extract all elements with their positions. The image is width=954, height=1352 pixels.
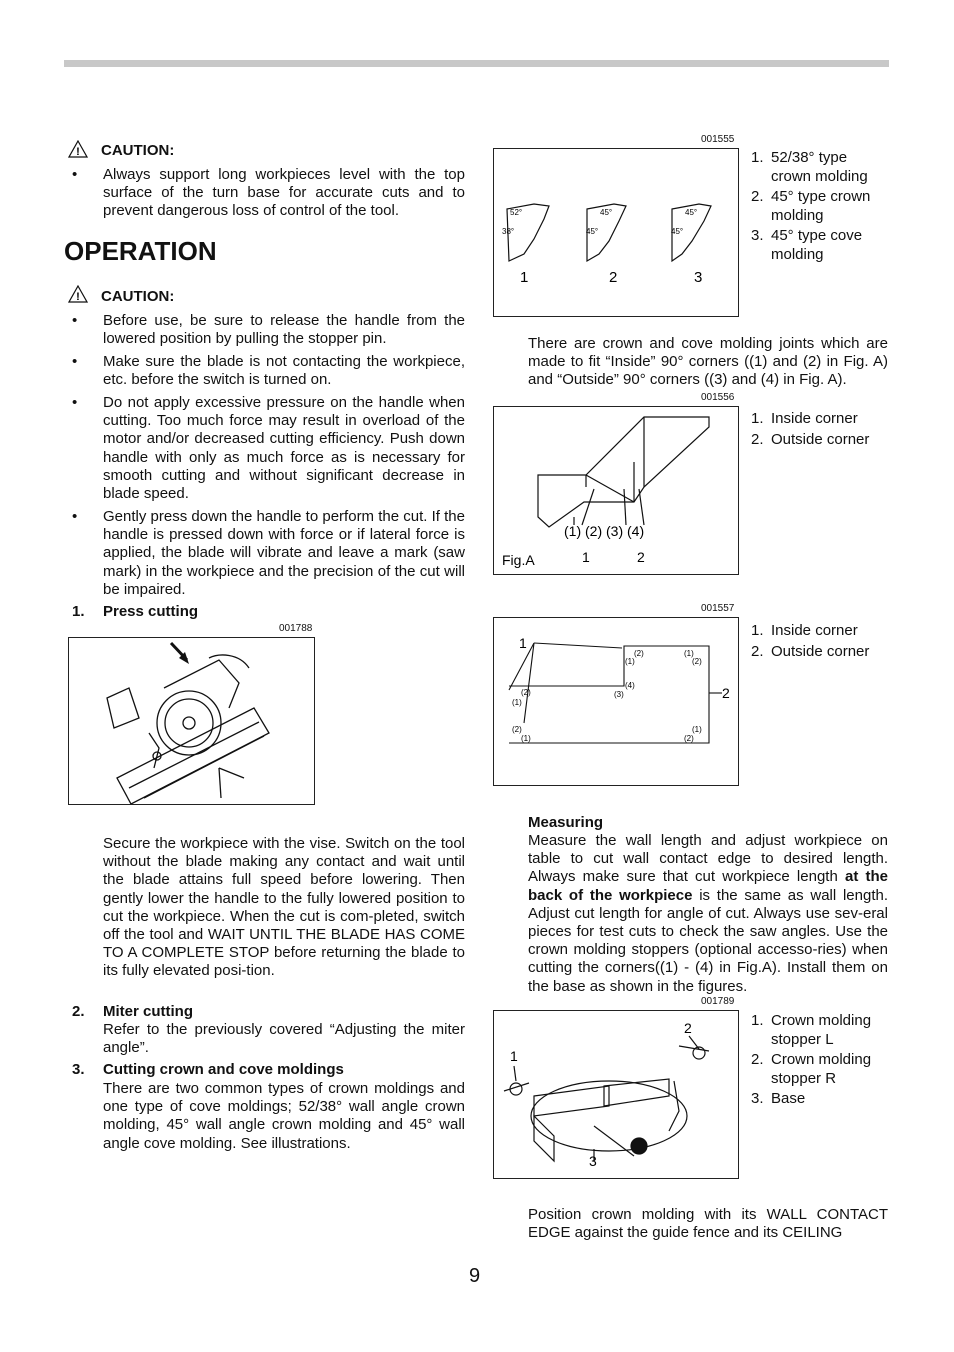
section-title: Press cutting — [103, 603, 199, 620]
bullet: • — [72, 508, 78, 525]
figure-legend — [751, 149, 881, 265]
svg-text:(1): (1) — [692, 725, 702, 734]
measuring-text-a: Measure the wall length and adjust workpiece on table to cut wall contact edge to desired length. Always make sure that cut workpiece length — [528, 832, 888, 886]
measuring-text — [528, 832, 888, 996]
header-rule — [64, 60, 889, 67]
figure-number: 2 — [637, 549, 645, 565]
legend-text: Crown molding stopper L — [771, 1012, 872, 1048]
legend-text: Crown molding stopper R — [771, 1051, 872, 1087]
press-cutting-figure — [68, 637, 315, 805]
legend-text: 45° type cove molding — [771, 227, 863, 263]
angle-label: 45° — [671, 227, 684, 236]
warning-icon — [68, 140, 88, 158]
legend-number: 3. — [751, 1090, 764, 1108]
caution-item: Before use, be sure to release the handle from the lowered position by pulling the stopper pin. — [103, 312, 465, 348]
legend-number: 1. — [751, 622, 764, 639]
miter-cutting-text: Refer to the previously covered “Adjusting the miter angle”. — [103, 1021, 465, 1057]
angle-label: 45° — [586, 227, 599, 236]
caution-label: CAUTION: — [101, 142, 175, 159]
svg-text:(1): (1) — [684, 649, 694, 658]
legend-number: 2. — [751, 642, 764, 660]
measuring-heading: Measuring — [528, 814, 604, 831]
measuring-text-bold: at the back of the workpiece — [528, 868, 888, 904]
svg-text:(2): (2) — [521, 688, 531, 697]
section-title: Miter cutting — [103, 1003, 193, 1020]
bullet: • — [72, 394, 78, 411]
molding-types-figure — [493, 148, 739, 317]
figure-number: 2 — [609, 269, 618, 286]
figure-legend — [751, 622, 891, 661]
figure-legend — [751, 410, 891, 449]
section-number: 3. — [72, 1061, 85, 1078]
legend-text: 52/38° type crown molding — [771, 149, 868, 185]
bullet: • — [72, 166, 78, 183]
angle-label: 52° — [510, 208, 523, 217]
svg-text:!: ! — [76, 146, 80, 158]
position-text: Position crown molding with its WALL CONTACT EDGE against the guide fence and its CEILING — [528, 1206, 888, 1242]
angle-label: 45° — [600, 208, 613, 217]
figure-code: 001557 — [701, 603, 735, 614]
figure-code: 001788 — [279, 623, 313, 634]
figure-number: 3 — [694, 269, 703, 286]
section-number: 1. — [72, 603, 85, 620]
legend-text: Base — [771, 1090, 806, 1108]
figure-marks: (1) (2) (3) (4) — [564, 523, 645, 539]
svg-text:(2): (2) — [512, 725, 522, 734]
corner-plan-illustration — [494, 618, 738, 785]
legend-number: 1. — [751, 149, 764, 166]
legend-number: 1. — [751, 1012, 764, 1029]
bullet: • — [72, 353, 78, 370]
legend-number: 2. — [751, 188, 764, 206]
page-number: 9 — [469, 1265, 481, 1287]
caution-label: CAUTION: — [101, 288, 175, 305]
stoppers-figure — [493, 1010, 739, 1179]
figure-number: 1 — [520, 269, 529, 286]
svg-text:(3): (3) — [614, 690, 624, 699]
fig-label: Fig.A — [502, 552, 535, 568]
press-cutting-text: Secure the workpiece with the vise. Switch on the tool without the blade making any contact and wait until the blade attains full speed before lowering. Then gently lower the handle to the fully lowered position to cut the workpiece. When the cut is com-pleted, switch off the tool and WAIT UNTIL THE BLADE HAS COME TO A COMPLETE STOP before returning the blade to its fully elevated posi-tion. — [103, 835, 465, 980]
legend-number: 1. — [751, 410, 764, 427]
legend-number: 3. — [751, 227, 764, 245]
legend-text: 45° type crown molding — [771, 188, 871, 224]
figure-number: 2 — [684, 1020, 692, 1036]
joints-text: There are crown and cove molding joints which are made to fit “Inside” 90° corners ((1) and (2) in Fig. A) and “Outside” 90° corners ((3) and (4) in Fig. A). — [528, 335, 888, 389]
figure-code: 001556 — [701, 392, 735, 403]
miter-saw-illustration — [69, 638, 314, 804]
angle-label: 38° — [502, 227, 515, 236]
figure-number: 1 — [582, 549, 590, 565]
svg-text:(1): (1) — [625, 657, 635, 666]
svg-text:(4): (4) — [625, 681, 635, 690]
warning-icon — [68, 285, 88, 303]
caution-item: Do not apply excessive pressure on the handle when cutting. Too much force may result in overload of the motor and/or decreased cutting efficiency. Push down handle with only as much force as is necessary for smooth cutting and without significant decrease in blade speed. — [103, 394, 465, 503]
operation-heading: OPERATION — [64, 236, 217, 266]
svg-text:(2): (2) — [634, 649, 644, 658]
crown-cutting-text: There are two common types of crown moldings and one type of cove moldings; 52/38° wall angle crown molding, 45° wall angle crown molding and 45° wall angle cove molding. See illustrations. — [103, 1080, 465, 1152]
svg-text:(2): (2) — [692, 657, 702, 666]
legend-text: Outside corner — [771, 642, 870, 660]
legend-number: 2. — [751, 1051, 764, 1069]
corner-molding-illustration — [494, 407, 738, 574]
figure-code: 001789 — [701, 996, 735, 1007]
figure-legend — [751, 1012, 891, 1109]
figure-number: 1 — [510, 1048, 518, 1064]
caution-item: Make sure the blade is not contacting the workpiece, etc. before the switch is turned on. — [103, 353, 465, 389]
fig-a-figure — [493, 406, 739, 575]
figure-number: 2 — [722, 685, 730, 701]
stoppers-illustration — [494, 1011, 738, 1178]
figure-code: 001555 — [701, 134, 735, 145]
corner-plan-figure — [493, 617, 739, 786]
figure-number: 1 — [519, 635, 527, 651]
svg-text:(1): (1) — [521, 734, 531, 743]
legend-number: 2. — [751, 430, 764, 448]
caution-item: Gently press down the handle to perform the cut. If the handle is pressed down with force or if lateral force is applied, the blade will vibrate and leave a mark (saw mark) in the workpiece and the precision of the cut will be impaired. — [103, 508, 465, 598]
figure-number: 3 — [589, 1153, 597, 1169]
svg-text:!: ! — [76, 291, 80, 303]
molding-profiles-illustration — [494, 149, 738, 316]
section-number: 2. — [72, 1003, 85, 1020]
measuring-text-b: is the same as wall length. Adjust cut length for angle of cut. Always use sev-eral pieces for test cuts to check the saw angles. Use the crown molding stoppers (optional accesso-ries) when cutting the corners((1) - (4) in Fig.A). Install them on the base as shown in the figures. — [528, 886, 888, 995]
legend-text: Inside corner — [771, 622, 858, 639]
svg-text:(2): (2) — [684, 734, 694, 743]
angle-label: 45° — [685, 208, 698, 217]
bullet: • — [72, 312, 78, 329]
legend-text: Outside corner — [771, 430, 870, 448]
legend-text: Inside corner — [771, 410, 858, 427]
svg-text:(1): (1) — [512, 698, 522, 707]
caution-item: Always support long workpieces level with the top surface of the turn base for accurate cuts and to prevent dangerous loss of control of the tool. — [103, 166, 465, 220]
section-title: Cutting crown and cove moldings — [103, 1061, 344, 1078]
